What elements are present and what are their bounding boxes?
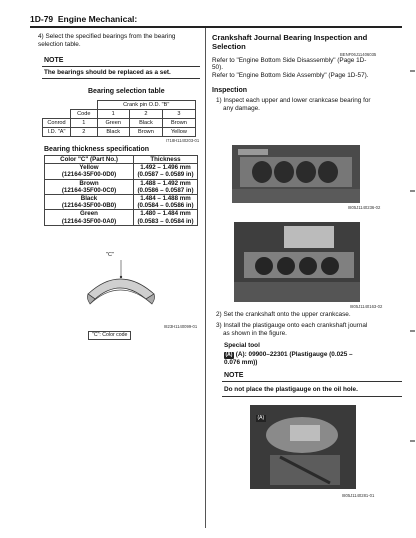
thickness-mm: 1.484 – 1.488 mm: [140, 195, 191, 203]
edge-mark: [410, 440, 415, 442]
plastigauge-photo: [250, 405, 356, 489]
col-header-3: 3: [162, 110, 195, 119]
cell: Yellow: [162, 128, 195, 137]
page-header: [30, 14, 137, 24]
inspection-heading: Inspection: [212, 87, 248, 94]
photo-image: [250, 405, 356, 489]
col-header-1: 1: [97, 110, 129, 119]
special-tool-line1: [224, 351, 353, 359]
tool-spec-line2: 0.076 mm)): [224, 359, 258, 366]
selection-fig-code: I718H1140203-01: [166, 138, 200, 143]
special-tool-label: Special tool: [224, 342, 260, 349]
selection-table-title: Bearing selection table: [88, 88, 165, 95]
part-no: (12164-35F00-0B0): [61, 202, 117, 210]
table-row: [45, 195, 198, 210]
tool-spec-line1: (A): 09900–22301 (Plastigauge (0.025 –: [235, 351, 353, 358]
photo1-code: I805J1140236-02: [348, 205, 381, 210]
edge-mark: [410, 330, 415, 332]
note-rule-top: [42, 66, 200, 67]
photo2-code: I805J1140163-02: [350, 304, 383, 309]
color-name: Green: [80, 210, 98, 218]
upper-crankcase-photo: [232, 145, 360, 203]
thickness-table: [44, 155, 198, 226]
id-label: I.D. "A": [43, 128, 71, 137]
cell: Black: [129, 119, 162, 128]
ref-disassembly-1: Refer to "Engine Bottom Side Disassembly" (Page 1D-: [212, 57, 367, 64]
edge-mark: [410, 190, 415, 192]
step-1-line2: any damage.: [223, 105, 260, 112]
page-number: 1D-79: [30, 14, 54, 24]
note-rule-bottom: [222, 396, 402, 397]
thickness-header-color: Color "C" (Part No.): [45, 156, 134, 164]
color-name: Black: [80, 195, 98, 203]
table-row: [45, 179, 198, 194]
thickness-table-title: Bearing thickness specification: [44, 146, 150, 153]
note-label: NOTE: [44, 57, 64, 64]
note-label-right: NOTE: [224, 372, 244, 379]
note-rule-top: [222, 381, 402, 382]
thickness-in: (0.0583 – 0.0584 in): [137, 217, 194, 225]
note-text: The bearings should be replaced as a set.: [44, 69, 171, 76]
photo-image: [234, 222, 360, 302]
section-id-code: BENF06J11406035: [340, 52, 377, 57]
photo3-code: I805J1140281-01: [342, 493, 375, 498]
row-code-2: 2: [71, 128, 98, 137]
bearing-fig-code: I823H1140099-01: [164, 324, 198, 329]
part-no: (12164-35F00-0D0): [61, 171, 117, 179]
cell: Black: [97, 128, 129, 137]
section-heading-line2: Selection: [212, 42, 246, 51]
header-rule: [30, 26, 402, 28]
section-heading-line1: Crankshaft Journal Bearing Inspection and: [212, 33, 368, 42]
thickness-mm: 1.488 – 1.492 mm: [140, 179, 191, 187]
part-no: (12164-35F00-0A0): [61, 217, 117, 225]
edge-mark: [410, 70, 415, 72]
step-2: 2) Set the crankshaft onto the upper crankcase.: [216, 311, 351, 318]
thickness-header-value: Thickness: [134, 156, 198, 164]
cell: Brown: [129, 128, 162, 137]
part-no: (12164-35F00-0C0): [61, 186, 117, 194]
col-header-2: 2: [129, 110, 162, 119]
color-name: Yellow: [79, 164, 99, 172]
code-header: Code: [71, 110, 98, 119]
note-rule-bottom: [42, 78, 200, 79]
cell: Green: [97, 119, 129, 128]
step-3-line2: as shown in the figure.: [223, 330, 287, 337]
thickness-in: (0.0586 – 0.0587 in): [137, 186, 194, 194]
bearing-figure: [42, 246, 204, 346]
thickness-mm: 1.480 – 1.484 mm: [140, 210, 191, 218]
tool-icon: (A): [225, 352, 233, 358]
thickness-mm: 1.492 – 1.496 mm: [140, 164, 191, 172]
bearing-selection-table: [42, 100, 196, 137]
table-row: [45, 210, 198, 225]
column-divider: [205, 28, 206, 528]
note-text-right: Do not place the plastigauge on the oil hole.: [224, 386, 358, 393]
conrod-label: Conrod: [43, 119, 71, 128]
step-1-line1: 1) Inspect each upper and lower crankcase bearing for: [216, 97, 371, 104]
step-4: 4) Select the specified bearings from the bearing selection table.: [38, 33, 176, 48]
table-row: [45, 164, 198, 179]
ref-assembly: Refer to "Engine Bottom Side Assembly" (Page 1D-57).: [212, 72, 369, 79]
photo-image: [232, 145, 360, 203]
color-code-callout: "C": [106, 252, 114, 258]
figure-caption: "C": Color code: [88, 331, 131, 340]
row-code-1: 1: [71, 119, 98, 128]
crank-pin-header: Crank pin O.D. "B": [97, 101, 196, 110]
cell: Brown: [162, 119, 195, 128]
thickness-in: (0.0584 – 0.0586 in): [137, 202, 194, 210]
step-3-line1: 3) Install the plastigauge onto each crankshaft journal: [216, 322, 368, 329]
color-name: Brown: [79, 179, 99, 187]
lower-crankcase-photo: [234, 222, 360, 302]
ref-disassembly-2: 50).: [212, 64, 224, 71]
thickness-in: (0.0587 – 0.0589 in): [137, 171, 194, 179]
callout-a: (A): [257, 415, 265, 421]
section-title: Engine Mechanical:: [57, 14, 138, 24]
